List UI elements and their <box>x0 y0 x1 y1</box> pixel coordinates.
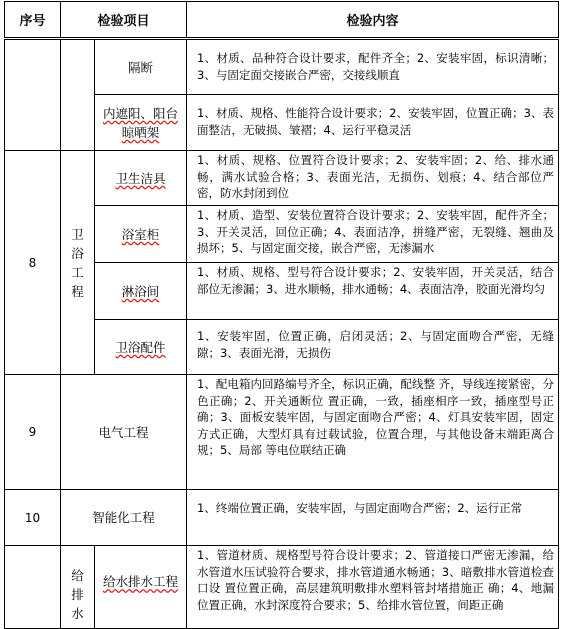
item-smart: 智能化工程 <box>61 490 187 546</box>
table-row <box>5 39 559 95</box>
table-row <box>5 151 559 206</box>
content-water: 1、管道材质、规格型号符合设计要求；2、管道接口严密无渗漏，给水管道水压试验符合要求，排水管道通水畅通；3、暗敷排水管道检查口设 置位置正确，高层建筑明敷排水塑料管封堵措施正 确；4、地漏位置正确，水封深度符合要求；5、给排水管位置，间距正确 <box>187 546 559 629</box>
item-sunshade <box>95 95 187 151</box>
item-cabinet: 浴室柜 <box>95 206 187 263</box>
content-cabinet: 1、材质、造型、安装位置符合设计要求；2、安装牢固，配件齐全；3、开关灵活，回位正确；4、表面洁净，拼缝严密，无裂缝、翘曲及损坏；5、与固定面交接，嵌合严密，无渗漏水 <box>187 206 559 263</box>
item-electric: 电气工程 <box>61 375 187 490</box>
category-bath: 卫 浴 工 程 <box>61 151 95 375</box>
content-electric: 1、配电箱内回路编号齐全，标识正确，配线整 齐，导线连接紧密，分色正确；2、开关通断位 置正确，一致，插座相序一致，插座型号正确；3、面板安装牢固，与固定面吻合严密；4、灯具安装牢固，固定方式正确，大型灯具有过载试验，位置合理，与其他设备末端距离合规；5、局部 等电位联结正确 <box>187 375 559 490</box>
item-sunshade-label: 内遮阳、阳台晾晒架 <box>103 105 179 140</box>
item-partition: 隔断 <box>95 39 187 95</box>
header-item: 检验项目 <box>61 2 187 39</box>
table-row <box>5 490 559 546</box>
row-category-empty <box>61 39 95 151</box>
row-no-8: 8 <box>5 151 61 375</box>
content-partition: 1、材质、品种符合设计要求，配件齐全；2、安装牢固，标识清晰；3、与固定面交接嵌合严密，交接线顺直 <box>187 39 559 95</box>
content-accessories: 1、安装牢固，位置正确，启闭灵活；2、与固定面吻合严密，无缝隙；3、表面光滑，无损伤 <box>187 320 559 375</box>
item-sanitary: 卫生洁具 <box>95 151 187 206</box>
content-shower: 1、材质、规格、型号符合设计要求；2、安装牢固，开关灵活，结合部位无渗漏；3、进水顺畅，排水通畅；4、表面洁净，胶面光滑均匀 <box>187 263 559 320</box>
content-sunshade: 1、材质、规格、性能符合设计要求；2、安装牢固，位置正确；3、表面整洁，无破损、皱褶；4、运行平稳灵活 <box>187 95 559 151</box>
content-smart: 1、终端位置正确，安装牢固，与固定面吻合严密；2、运行正常 <box>187 490 559 546</box>
item-shower: 淋浴间 <box>95 263 187 320</box>
row-no-9: 9 <box>5 375 61 490</box>
item-water: 给水排水工程 <box>95 546 187 629</box>
inspection-table <box>4 1 559 629</box>
header-content: 检验内容 <box>187 2 559 39</box>
content-sanitary: 1、材质、规格、位置符合设计要求；2、安装牢固；2、给、排水通畅，满水试验合格；3、表面光洁，无损伤、划痕；4、结合部位严密，防水封闭到位 <box>187 151 559 206</box>
category-water: 给 排 水 <box>61 546 95 629</box>
table-row <box>5 546 559 629</box>
row-no-empty <box>5 39 61 151</box>
row-no-10: 10 <box>5 490 61 546</box>
row-no-empty <box>5 546 61 629</box>
header-no: 序号 <box>5 2 61 39</box>
item-accessories: 卫浴配件 <box>95 320 187 375</box>
table-row <box>5 375 559 490</box>
header-row <box>5 2 559 39</box>
